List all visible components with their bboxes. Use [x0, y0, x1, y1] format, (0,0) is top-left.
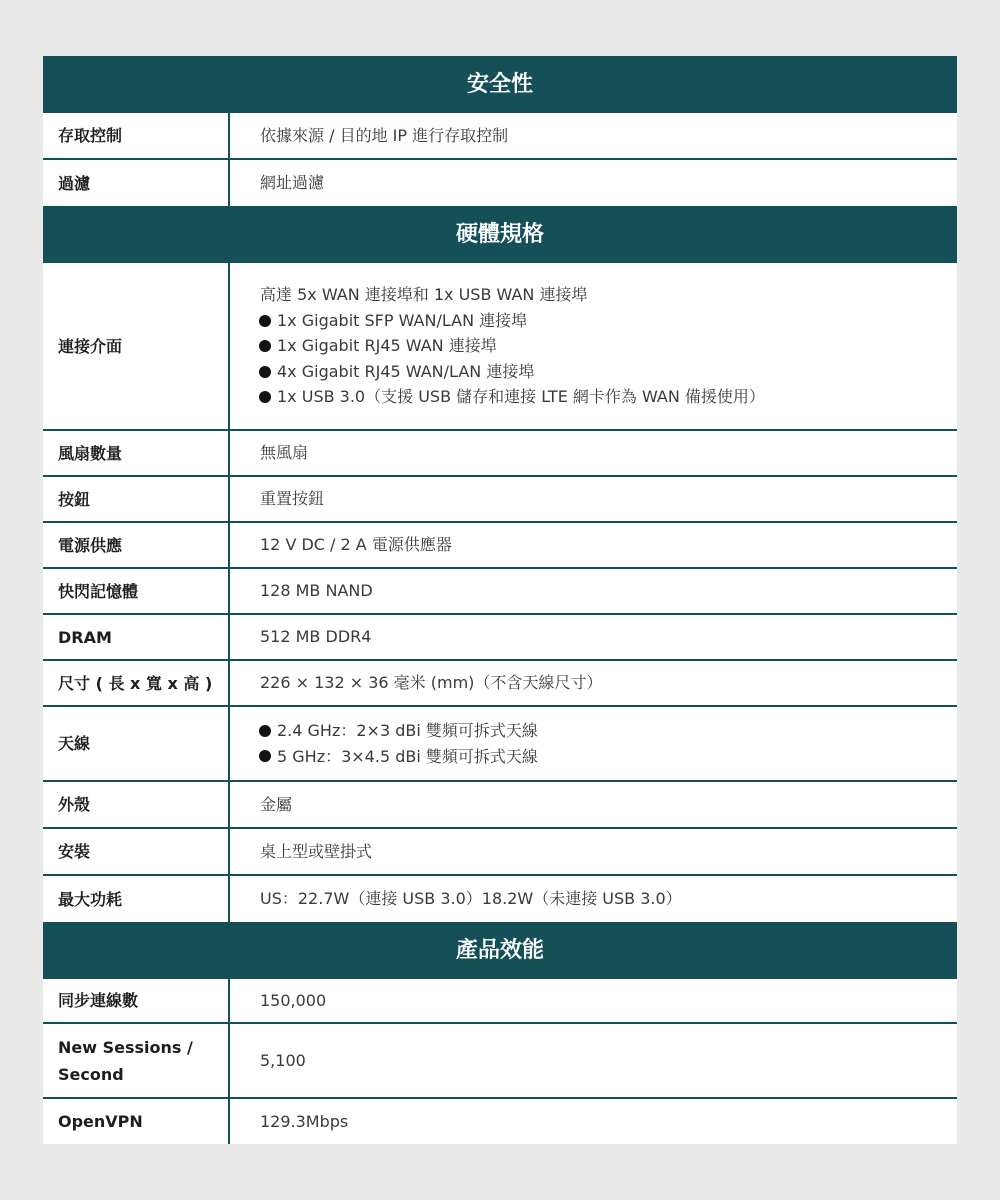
row-power-supply: [43, 523, 957, 569]
section-header-security: 安全性: [43, 56, 957, 113]
row-value: 12 V DC / 2 A 電源供應器: [260, 535, 452, 555]
antenna-value: [230, 707, 957, 780]
row-value: 依據來源 / 目的地 IP 進行存取控制: [260, 125, 509, 145]
list-item: 2.4 GHz：2×3 dBi 雙頻可拆式天線: [260, 718, 957, 744]
bullet-icon: [259, 366, 271, 378]
row-label: 過濾: [43, 160, 230, 206]
row-value: 5,100: [260, 1050, 306, 1070]
row-fan-count: [43, 431, 957, 477]
row-value: 網址過濾: [260, 173, 325, 193]
row-label: 同步連線數: [43, 979, 230, 1022]
bullet-icon: [259, 340, 271, 352]
section-header-performance: 產品效能: [43, 922, 957, 979]
bullet-icon: [259, 725, 271, 737]
row-value: 128 MB NAND: [260, 581, 373, 601]
bullet-icon: [259, 750, 271, 762]
row-dimensions: [43, 661, 957, 707]
row-new-sessions: [43, 1024, 957, 1099]
row-flash-memory: [43, 569, 957, 615]
row-concurrent-sessions: [43, 979, 957, 1024]
row-label: 外殼: [43, 782, 230, 827]
row-value: 無風扇: [260, 443, 309, 463]
row-label: 連接介面: [43, 263, 230, 429]
list-item: 1x Gigabit SFP WAN/LAN 連接埠: [260, 308, 957, 334]
list-item: 5 GHz：3×4.5 dBi 雙頻可拆式天線: [260, 744, 957, 770]
interfaces-value: [230, 263, 957, 429]
row-mounting: [43, 829, 957, 876]
row-value: 512 MB DDR4: [260, 627, 372, 647]
list-item: 1x Gigabit RJ45 WAN 連接埠: [260, 333, 957, 359]
row-label: 存取控制: [43, 113, 230, 158]
row-label: 天線: [43, 707, 230, 780]
interfaces-intro: 高達 5x WAN 連接埠和 1x USB WAN 連接埠: [260, 285, 588, 305]
row-label: New Sessions / Second: [43, 1024, 230, 1097]
section-header-hardware: 硬體規格: [43, 206, 957, 263]
row-openvpn: [43, 1099, 957, 1144]
row-value: 桌上型或壁掛式: [260, 841, 373, 861]
row-dram: [43, 615, 957, 661]
row-label: 電源供應: [43, 523, 230, 567]
row-max-power: [43, 876, 957, 922]
row-access-control: [43, 113, 957, 160]
row-label: 安裝: [43, 829, 230, 874]
row-value: 129.3Mbps: [260, 1111, 349, 1131]
bullet-icon: [259, 315, 271, 327]
row-label: 快閃記憶體: [43, 569, 230, 613]
row-casing: [43, 782, 957, 829]
row-button: [43, 477, 957, 523]
row-label: OpenVPN: [43, 1099, 230, 1144]
row-value: 重置按鈕: [260, 489, 325, 509]
row-label: 尺寸 ( 長 x 寬 x 高 ): [43, 661, 230, 705]
list-item: 4x Gigabit RJ45 WAN/LAN 連接埠: [260, 359, 957, 385]
spec-table: [43, 56, 957, 1144]
row-antenna: [43, 707, 957, 782]
row-filter: [43, 160, 957, 206]
row-value: 226 × 132 × 36 毫米 (mm)（不含天線尺寸）: [260, 673, 603, 693]
row-label: 按鈕: [43, 477, 230, 521]
row-label: DRAM: [43, 615, 230, 659]
list-item: 1x USB 3.0（支援 USB 儲存和連接 LTE 網卡作為 WAN 備援使用）: [260, 384, 957, 410]
row-label: 最大功耗: [43, 876, 230, 922]
bullet-icon: [259, 391, 271, 403]
row-interfaces: [43, 263, 957, 431]
row-value: 金屬: [260, 794, 293, 814]
row-label: 風扇數量: [43, 431, 230, 475]
row-value: US：22.7W（連接 USB 3.0）18.2W（未連接 USB 3.0）: [260, 889, 682, 909]
row-value: 150,000: [260, 990, 327, 1010]
